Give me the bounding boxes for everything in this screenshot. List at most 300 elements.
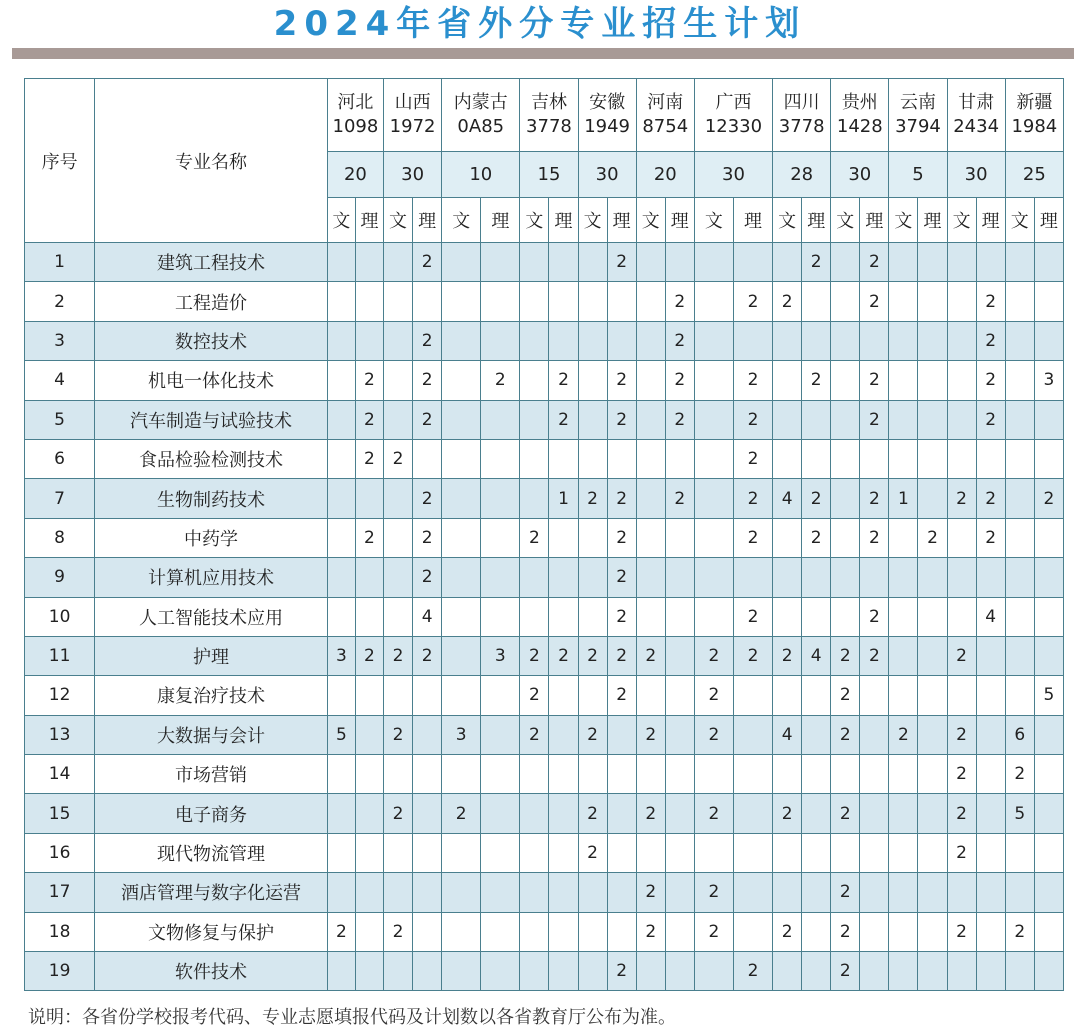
plan-count-cell: 5 [1005, 794, 1034, 833]
stream-li-header: 理 [549, 198, 578, 243]
plan-count-cell [802, 833, 831, 872]
plan-count-cell: 2 [831, 676, 860, 715]
row-number: 9 [25, 558, 95, 597]
plan-count-cell: 2 [520, 636, 549, 675]
plan-count-cell [1034, 439, 1063, 478]
plan-count-cell [976, 755, 1005, 794]
plan-count-cell: 2 [694, 676, 733, 715]
plan-count-cell: 2 [831, 912, 860, 951]
stream-wen-header: 文 [520, 198, 549, 243]
plan-count-cell: 2 [694, 636, 733, 675]
plan-count-cell [947, 518, 976, 557]
province-header [384, 79, 442, 152]
header-row-provinces [25, 79, 1064, 152]
plan-count-cell [1005, 597, 1034, 636]
plan-count-cell [889, 243, 918, 282]
province-name: 新疆 [1016, 92, 1053, 113]
plan-count-cell [773, 518, 802, 557]
plan-count-cell [1034, 912, 1063, 951]
major-header: 专业名称 [95, 79, 328, 243]
province-code: 1098 [332, 116, 379, 137]
plan-count-cell [802, 597, 831, 636]
stream-wen-header: 文 [636, 198, 665, 243]
plan-count-cell [947, 439, 976, 478]
plan-count-cell [520, 873, 549, 912]
plan-count-cell [481, 833, 520, 872]
plan-count-cell [860, 952, 889, 991]
plan-count-cell [860, 794, 889, 833]
plan-count-cell [607, 321, 636, 360]
plan-count-cell: 3 [327, 636, 355, 675]
plan-count-cell [860, 833, 889, 872]
plan-count-cell [831, 321, 860, 360]
plan-count-cell [918, 833, 947, 872]
province-quota: 10 [442, 152, 520, 198]
stream-li-header: 理 [607, 198, 636, 243]
plan-count-cell: 2 [413, 243, 442, 282]
plan-count-cell [355, 597, 383, 636]
plan-count-cell [481, 282, 520, 321]
plan-count-cell [918, 755, 947, 794]
stream-wen-header: 文 [1005, 198, 1034, 243]
plan-count-cell: 2 [976, 361, 1005, 400]
plan-count-cell: 2 [607, 676, 636, 715]
plan-count-cell [384, 676, 413, 715]
plan-count-cell [355, 873, 383, 912]
plan-count-cell [481, 558, 520, 597]
plan-count-cell [918, 558, 947, 597]
plan-count-cell [665, 636, 694, 675]
footnote: 说明：各省份学校报考代码、专业志愿填报代码及计划数以各省教育厅公布为准。 [28, 1007, 676, 1028]
plan-count-cell [442, 833, 481, 872]
plan-count-cell [636, 321, 665, 360]
plan-count-cell: 2 [773, 282, 802, 321]
plan-count-cell [413, 676, 442, 715]
plan-count-cell [947, 952, 976, 991]
plan-count-cell [442, 361, 481, 400]
plan-count-cell [636, 755, 665, 794]
plan-count-cell [733, 558, 772, 597]
plan-count-cell [636, 833, 665, 872]
table-row [25, 636, 1064, 675]
row-number: 15 [25, 794, 95, 833]
plan-count-cell [520, 912, 549, 951]
page-title: 2024年省外分专业招生计划 [273, 4, 807, 44]
province-quota: 20 [327, 152, 383, 198]
plan-count-cell: 2 [1005, 755, 1034, 794]
plan-count-cell: 2 [578, 715, 607, 754]
major-name: 市场营销 [95, 755, 328, 794]
plan-count-cell [665, 794, 694, 833]
plan-count-cell [607, 873, 636, 912]
plan-count-cell: 2 [831, 873, 860, 912]
province-header [578, 79, 636, 152]
plan-count-cell [442, 400, 481, 439]
stream-wen-header: 文 [889, 198, 918, 243]
plan-count-cell: 2 [860, 479, 889, 518]
table-row [25, 755, 1064, 794]
plan-count-cell [636, 439, 665, 478]
plan-count-cell: 2 [520, 715, 549, 754]
plan-count-cell: 2 [860, 518, 889, 557]
plan-count-cell [355, 912, 383, 951]
plan-count-cell [413, 794, 442, 833]
plan-count-cell [327, 479, 355, 518]
plan-count-cell [733, 912, 772, 951]
plan-count-cell [1034, 282, 1063, 321]
plan-count-cell [327, 361, 355, 400]
plan-count-cell [889, 439, 918, 478]
plan-count-cell [636, 400, 665, 439]
plan-count-cell: 2 [947, 794, 976, 833]
plan-count-cell [481, 873, 520, 912]
major-name: 酒店管理与数字化运营 [95, 873, 328, 912]
plan-count-cell: 2 [773, 636, 802, 675]
plan-count-cell [1034, 243, 1063, 282]
plan-count-cell [889, 636, 918, 675]
plan-count-cell [327, 439, 355, 478]
plan-count-cell [694, 833, 733, 872]
plan-count-cell [578, 676, 607, 715]
plan-count-cell [549, 952, 578, 991]
plan-count-cell [520, 952, 549, 991]
plan-count-cell: 2 [665, 361, 694, 400]
plan-count-cell: 1 [889, 479, 918, 518]
province-code: 2434 [953, 116, 1000, 137]
plan-count-cell [442, 952, 481, 991]
table-row [25, 282, 1064, 321]
stream-wen-header: 文 [327, 198, 355, 243]
plan-count-cell [578, 912, 607, 951]
province-code: 1428 [836, 116, 883, 137]
stream-li-header: 理 [1034, 198, 1063, 243]
plan-count-cell [694, 439, 733, 478]
plan-count-cell [1034, 321, 1063, 360]
plan-count-cell: 2 [607, 636, 636, 675]
plan-count-cell [1005, 558, 1034, 597]
plan-count-cell [549, 755, 578, 794]
plan-count-cell [889, 676, 918, 715]
plan-count-cell [355, 282, 383, 321]
province-header [636, 79, 694, 152]
plan-count-cell [636, 952, 665, 991]
plan-count-cell: 2 [355, 400, 383, 439]
plan-count-cell [327, 558, 355, 597]
table-row [25, 361, 1064, 400]
stream-wen-header: 文 [694, 198, 733, 243]
plan-count-cell [889, 794, 918, 833]
plan-count-cell [831, 243, 860, 282]
plan-count-cell: 2 [384, 912, 413, 951]
plan-count-cell [481, 243, 520, 282]
plan-count-cell [1034, 597, 1063, 636]
plan-count-cell: 2 [384, 715, 413, 754]
province-code: 3778 [778, 116, 825, 137]
plan-count-cell [889, 912, 918, 951]
plan-count-cell [355, 558, 383, 597]
plan-count-cell [918, 794, 947, 833]
plan-count-cell [665, 715, 694, 754]
province-name: 河北 [337, 92, 374, 113]
plan-count-cell: 3 [442, 715, 481, 754]
plan-count-cell: 2 [481, 361, 520, 400]
plan-count-cell: 2 [733, 518, 772, 557]
plan-count-cell [327, 282, 355, 321]
plan-count-cell [1005, 361, 1034, 400]
plan-count-cell [520, 282, 549, 321]
plan-count-cell [918, 479, 947, 518]
plan-count-cell [889, 952, 918, 991]
major-name: 大数据与会计 [95, 715, 328, 754]
plan-count-cell [918, 400, 947, 439]
plan-count-cell [607, 833, 636, 872]
province-quota: 30 [578, 152, 636, 198]
plan-count-cell [481, 400, 520, 439]
stream-li-header: 理 [802, 198, 831, 243]
stream-wen-header: 文 [831, 198, 860, 243]
province-quota: 30 [947, 152, 1005, 198]
plan-count-cell: 2 [733, 952, 772, 991]
table-row [25, 518, 1064, 557]
table-row [25, 794, 1064, 833]
plan-count-cell [549, 873, 578, 912]
major-name: 机电一体化技术 [95, 361, 328, 400]
row-number: 12 [25, 676, 95, 715]
plan-count-cell [578, 597, 607, 636]
plan-count-cell [327, 676, 355, 715]
plan-count-cell [733, 243, 772, 282]
plan-count-cell: 2 [976, 321, 1005, 360]
row-number: 14 [25, 755, 95, 794]
plan-count-cell [549, 715, 578, 754]
plan-count-cell [636, 282, 665, 321]
plan-count-cell [578, 361, 607, 400]
plan-count-cell: 2 [636, 873, 665, 912]
plan-count-cell [1005, 243, 1034, 282]
plan-count-cell [665, 439, 694, 478]
plan-count-cell [578, 400, 607, 439]
plan-count-cell [802, 400, 831, 439]
plan-count-cell [578, 243, 607, 282]
plan-count-cell: 2 [607, 558, 636, 597]
plan-count-cell: 2 [860, 282, 889, 321]
province-header [947, 79, 1005, 152]
plan-count-cell [860, 321, 889, 360]
plan-count-cell [1005, 952, 1034, 991]
plan-count-cell: 2 [413, 636, 442, 675]
plan-count-cell [733, 755, 772, 794]
plan-count-cell: 2 [860, 636, 889, 675]
plan-count-cell [733, 676, 772, 715]
plan-count-cell: 2 [578, 794, 607, 833]
row-number: 6 [25, 439, 95, 478]
plan-count-cell [578, 518, 607, 557]
plan-count-cell [636, 676, 665, 715]
row-number: 11 [25, 636, 95, 675]
province-name: 山西 [394, 92, 431, 113]
plan-count-cell: 2 [860, 597, 889, 636]
row-number: 13 [25, 715, 95, 754]
plan-count-cell [733, 873, 772, 912]
plan-count-cell [773, 833, 802, 872]
plan-count-cell [733, 321, 772, 360]
major-name: 建筑工程技术 [95, 243, 328, 282]
plan-count-cell [918, 676, 947, 715]
province-code: 12330 [704, 116, 763, 137]
plan-count-cell [802, 794, 831, 833]
plan-count-cell [442, 282, 481, 321]
province-name: 吉林 [530, 92, 567, 113]
plan-count-cell [549, 912, 578, 951]
plan-count-cell [1034, 715, 1063, 754]
major-name: 电子商务 [95, 794, 328, 833]
plan-count-cell [773, 597, 802, 636]
plan-count-cell [665, 558, 694, 597]
plan-count-cell [442, 676, 481, 715]
major-name: 汽车制造与试验技术 [95, 400, 328, 439]
plan-count-cell [578, 282, 607, 321]
major-name: 食品检验检测技术 [95, 439, 328, 478]
plan-count-cell [384, 833, 413, 872]
plan-count-cell: 4 [773, 479, 802, 518]
plan-count-cell [578, 873, 607, 912]
plan-count-cell: 2 [860, 243, 889, 282]
plan-count-cell: 6 [1005, 715, 1034, 754]
plan-count-cell [947, 321, 976, 360]
province-quota: 25 [1005, 152, 1063, 198]
plan-count-cell [831, 479, 860, 518]
plan-count-cell [889, 558, 918, 597]
table-row [25, 833, 1064, 872]
plan-count-cell [947, 282, 976, 321]
plan-count-cell: 2 [918, 518, 947, 557]
table-row [25, 873, 1064, 912]
plan-count-cell [578, 952, 607, 991]
plan-count-cell [384, 873, 413, 912]
plan-count-cell [831, 439, 860, 478]
plan-count-cell: 2 [802, 518, 831, 557]
plan-count-cell: 4 [413, 597, 442, 636]
plan-count-cell: 2 [733, 636, 772, 675]
plan-count-cell: 2 [831, 794, 860, 833]
plan-count-cell [442, 912, 481, 951]
plan-count-cell [355, 321, 383, 360]
plan-count-cell [327, 952, 355, 991]
province-quota: 20 [636, 152, 694, 198]
province-code: 1972 [389, 116, 436, 137]
plan-count-cell: 1 [549, 479, 578, 518]
plan-count-cell [442, 243, 481, 282]
plan-count-cell [355, 755, 383, 794]
plan-count-cell [918, 282, 947, 321]
plan-count-cell: 2 [976, 518, 1005, 557]
plan-count-cell [636, 558, 665, 597]
plan-count-cell [384, 558, 413, 597]
plan-count-cell: 2 [355, 636, 383, 675]
plan-count-cell: 2 [976, 282, 1005, 321]
province-quota: 30 [384, 152, 442, 198]
province-name: 内蒙古 [453, 92, 508, 113]
plan-count-cell [1034, 636, 1063, 675]
major-name: 现代物流管理 [95, 833, 328, 872]
plan-count-cell: 2 [413, 518, 442, 557]
plan-count-cell [665, 518, 694, 557]
plan-count-cell [549, 518, 578, 557]
plan-count-cell [773, 243, 802, 282]
plan-count-cell [607, 755, 636, 794]
plan-count-cell [773, 755, 802, 794]
table-header [25, 79, 1064, 243]
plan-count-cell [918, 912, 947, 951]
plan-count-cell [918, 952, 947, 991]
plan-count-cell [1034, 755, 1063, 794]
plan-count-cell: 2 [607, 479, 636, 518]
plan-count-cell [442, 321, 481, 360]
table-row [25, 715, 1064, 754]
plan-count-cell [549, 794, 578, 833]
plan-count-cell [607, 794, 636, 833]
plan-count-cell [802, 439, 831, 478]
row-number: 19 [25, 952, 95, 991]
plan-count-cell [384, 755, 413, 794]
plan-count-cell [413, 912, 442, 951]
plan-count-cell [976, 794, 1005, 833]
plan-count-cell [520, 558, 549, 597]
plan-count-cell: 2 [636, 636, 665, 675]
plan-count-cell [733, 833, 772, 872]
plan-count-cell [549, 282, 578, 321]
plan-count-cell: 2 [831, 715, 860, 754]
plan-count-cell [1005, 676, 1034, 715]
plan-count-cell [889, 833, 918, 872]
plan-count-cell [802, 755, 831, 794]
plan-count-cell [520, 479, 549, 518]
plan-count-cell [1005, 636, 1034, 675]
plan-count-cell [831, 361, 860, 400]
plan-count-cell [665, 952, 694, 991]
plan-count-cell [1034, 952, 1063, 991]
plan-count-cell: 2 [636, 794, 665, 833]
major-name: 工程造价 [95, 282, 328, 321]
plan-count-cell [442, 636, 481, 675]
plan-count-cell [802, 282, 831, 321]
plan-count-cell [520, 755, 549, 794]
plan-count-cell [481, 755, 520, 794]
plan-count-cell [481, 912, 520, 951]
plan-count-cell: 3 [1034, 361, 1063, 400]
plan-count-cell [694, 400, 733, 439]
plan-count-cell: 2 [665, 321, 694, 360]
plan-count-cell [327, 873, 355, 912]
plan-count-cell: 2 [607, 400, 636, 439]
province-name: 四川 [783, 92, 820, 113]
plan-count-cell [442, 558, 481, 597]
plan-count-cell [520, 597, 549, 636]
plan-count-cell [1005, 833, 1034, 872]
plan-count-cell [355, 952, 383, 991]
plan-count-cell [976, 952, 1005, 991]
plan-count-cell [520, 794, 549, 833]
plan-count-cell [636, 243, 665, 282]
plan-count-cell: 2 [413, 400, 442, 439]
plan-count-cell: 2 [802, 361, 831, 400]
table-row [25, 952, 1064, 991]
plan-count-cell [549, 558, 578, 597]
major-name: 护理 [95, 636, 328, 675]
plan-count-cell [976, 243, 1005, 282]
seq-header: 序号 [25, 79, 95, 243]
plan-count-cell [355, 243, 383, 282]
